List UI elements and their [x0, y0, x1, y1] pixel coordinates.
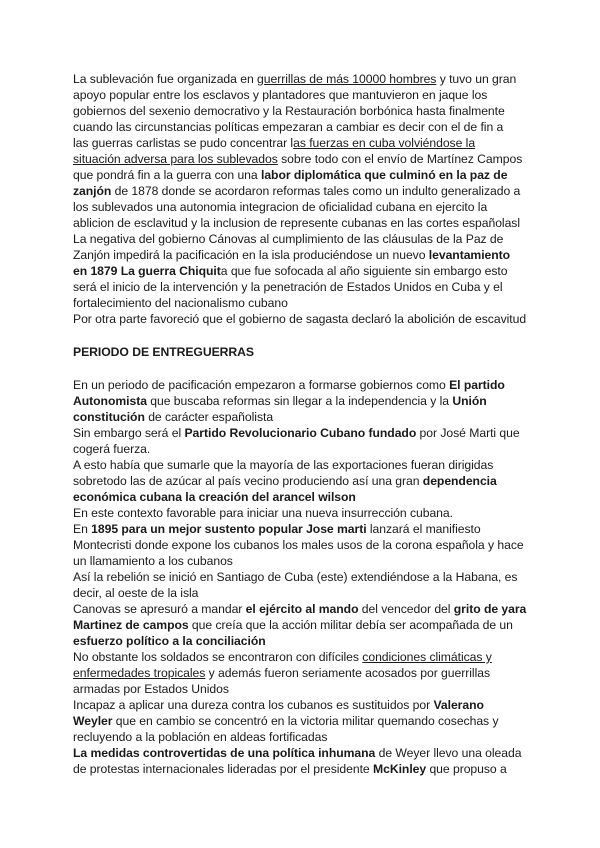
p2-line-4: Sin embargo será el Partido Revolucionario Cubano fundado por José Marti que [73, 426, 520, 440]
p2-line-18: No obstante los soldados se encontraron con difíciles condiciones climáticas y [73, 650, 492, 664]
p2-line-14: decir, al oeste de la isla [73, 586, 199, 600]
underlined-phrase: as fuerzas en cuba volviéndose la [293, 136, 476, 150]
p2-line-8 [73, 490, 356, 505]
p1-line-10: ablicion de esclavitud y la inclusion de represente cubanas en las cortes españolasl [73, 216, 521, 230]
p1-line-9: los sublevados una autonomia integracion de oficialidad cubana en ejercito la [73, 200, 488, 214]
p1-line-1: La sublevación fue organizada en guerrillas de más 10000 hombres y tuvo un gran [73, 72, 517, 86]
bold-phrase: 1895 para un mejor sustento popular Jose marti [91, 522, 367, 536]
bold-phrase: el ejército al mando [245, 602, 359, 616]
bold-phrase: económica cubana la creación del arancel wilson [73, 490, 356, 504]
underlined-phrase: guerrillas de más 10000 hombres [257, 72, 437, 86]
p2-line-16: Martinez de campos que creía que la acción militar debía ser acompañada de un [73, 618, 513, 632]
p2-line-20: armadas por Estados Unidos [73, 682, 229, 696]
p2-line-22: Weyler que en cambio se concentró en la victoria militar quemando cosechas y [73, 714, 499, 728]
p2-line-21: Incapaz a aplicar una dureza contra los cubanos es sustituidos por Valerano [73, 698, 484, 712]
p1-line-5: las guerras carlistas se pudo concentrar las fuerzas en cuba volviéndose la [73, 136, 476, 150]
p2-line-15: Canovas se apresuró a mandar el ejército al mando del vencedor del grito de yara [73, 602, 527, 616]
bold-phrase: El partido [449, 378, 505, 392]
p2-line-11: Montecristi donde expone los cubanos los males usos de la corona española y hace [73, 538, 524, 552]
bold-phrase: Autonomista [73, 394, 147, 408]
p2-line-2: Autonomista que buscaba reformas sin llegar a la independencia y la Unión [73, 394, 487, 408]
p1-line-11: La negativa del gobierno Cánovas al cumplimiento de las cláusulas de la Paz de [73, 232, 504, 246]
p1-line-6: situación adversa para los sublevados sobre todo con el envío de Martínez Campos [73, 152, 523, 166]
bold-phrase: Unión [452, 394, 487, 408]
p2-line-5: cogerá fuerza. [73, 442, 151, 456]
p2-line-12: un llamamiento a los cubanos [73, 554, 233, 568]
bold-phrase: esfuerzo político a la conciliación [73, 634, 266, 648]
bold-phrase: McKinley [373, 762, 427, 776]
p1-line-16: Por otra parte favoreció que el gobierno de sagasta declaró la abolición de escavitud [73, 312, 527, 326]
bold-phrase: Partido Revolucionario Cubano fundado [184, 426, 417, 440]
p1-line-4: cuando las circunstancias políticas empezaran a cambiar es decir con el de fin a [73, 120, 504, 134]
bold-phrase: dependencia [422, 474, 497, 488]
p2-line-3: constitución de carácter españolista [73, 410, 274, 424]
p2-line-24: La medidas controvertidas de una política inhumana de Weyer llevo una oleada [73, 746, 522, 760]
bold-phrase: constitución [73, 410, 145, 424]
bold-phrase: zanjón [73, 184, 112, 198]
bold-phrase: Valerano [433, 698, 484, 712]
bold-phrase: La medidas controvertidas de una política inhumana [73, 746, 376, 760]
bold-phrase: grito de yara [453, 602, 527, 616]
p1-line-12: Zanjón impedirá la pacificación en la isla produciéndose un nuevo levantamiento [73, 248, 511, 262]
p1-line-15: fortalecimiento del nacionalismo cubano [73, 296, 288, 310]
bold-phrase: Weyler [73, 714, 113, 728]
underlined-phrase: condiciones climáticas y [362, 650, 492, 664]
bold-phrase: labor diplomática que culminó en la paz de [260, 168, 508, 182]
p1-line-2: apoyo popular entre los esclavos y plantadores que mantuvieron en jaque los [73, 88, 488, 102]
underlined-phrase: enfermedades tropicales [73, 666, 206, 680]
p2-line-7: sobretodo las de azúcar al país vecino produciendo así una gran dependencia [73, 474, 497, 488]
p1-line-7: que pondrá fin a la guerra con una labor diplomática que culminó en la paz de [73, 168, 508, 182]
p2-line-13: Así la rebelión se inició en Santiago de Cuba (este) extendiéndose a la Habana, es [73, 570, 518, 584]
p2-line-23: recluyendo a la población en aldeas fortificadas [73, 730, 328, 744]
bold-phrase: Martinez de campos [73, 618, 189, 632]
p2-line-9: En este contexto favorable para iniciar una nueva insurrección cubana. [73, 506, 453, 520]
p2-line-1: En un periodo de pacificación empezaron a formarse gobiernos como El partido [73, 378, 505, 392]
p2-line-6: A esto había que sumarle que la mayoría de las exportaciones fueran dirigidas [73, 458, 494, 472]
bold-phrase: en 1879 La guerra Chiquit [73, 264, 221, 278]
p1-line-13: en 1879 La guerra Chiquita que fue sofocada al año siguiente sin embargo esto [73, 264, 508, 278]
underlined-phrase: situación adversa para los sublevados [73, 152, 278, 166]
p2-line-25: de protestas internacionales lideradas por el presidente McKinley que propuso a [73, 762, 507, 776]
bold-phrase: levantamiento [428, 248, 511, 262]
p2-line-10: En 1895 para un mejor sustento popular Jose marti lanzará el manifiesto [73, 522, 481, 536]
p2-line-19: enfermedades tropicales y además fueron seriamente acosados por guerrillas [73, 666, 490, 680]
section-heading: PERIODO DE ENTREGUERRAS [73, 345, 255, 359]
p1-line-8: zanjón de 1878 donde se acordaron reformas tales como un indulto generalizado a [73, 184, 521, 198]
p1-line-14: será el inicio de la intervención y la penetración de Estados Unidos en Cuba y el [73, 280, 503, 294]
p2-line-17 [73, 634, 266, 649]
p1-line-3: gobiernos del sexenio democrativo y la Restauración borbónica hasta finalmente [73, 104, 505, 118]
